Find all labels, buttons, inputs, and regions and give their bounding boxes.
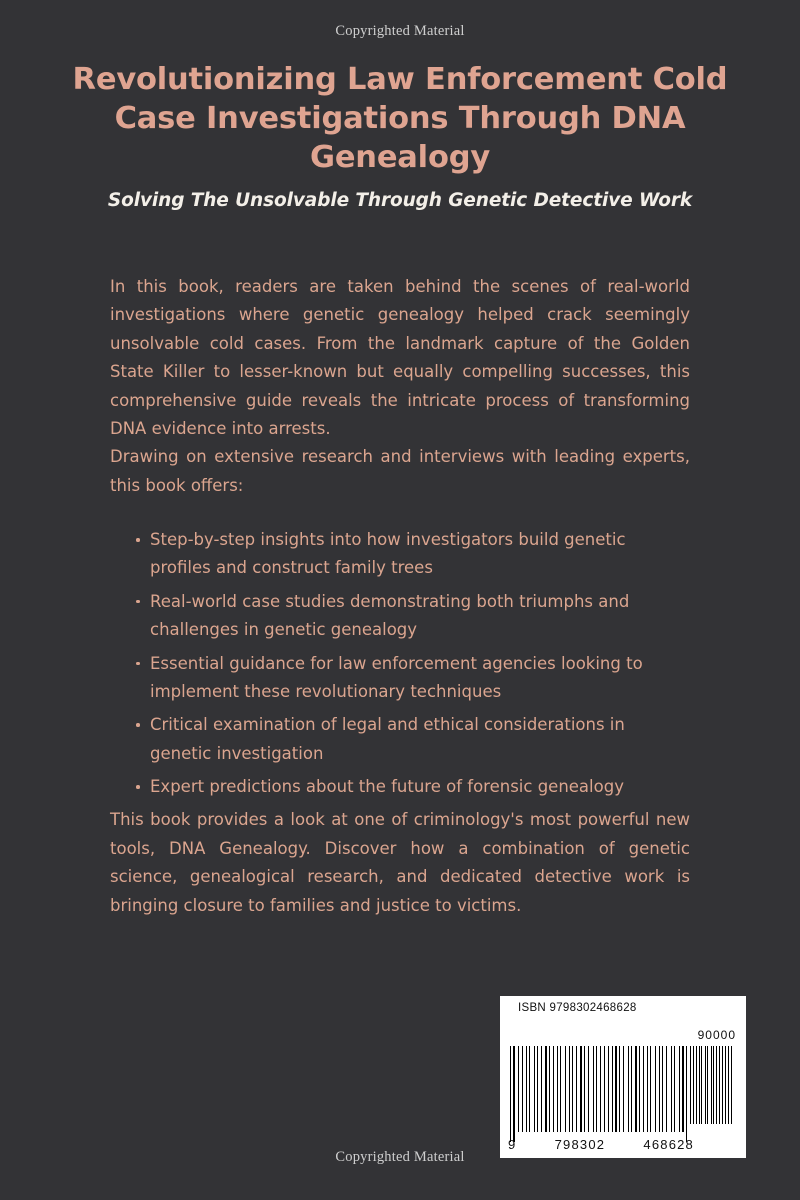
ean13-bars — [510, 1046, 690, 1132]
list-item: Expert predictions about the future of forensic genealogy — [136, 773, 690, 801]
closing-paragraph: This book provides a look at one of criminology's most powerful new tools, DNA Genealogy. Discover how a combination of genetic science, genealogical research, and dedicated detective work is bringing closure to families and justice to victims. — [110, 810, 690, 915]
copyright-watermark-bottom: Copyrighted Material — [335, 1149, 465, 1165]
description-block — [110, 211, 690, 920]
barcode-digit-group-1: 798302 — [554, 1137, 606, 1152]
list-item: Essential guidance for law enforcement agencies looking to implement these revolutionary techniques — [136, 650, 690, 707]
book-subtitle: Solving The Unsolvable Through Genetic Detective Work — [107, 190, 693, 212]
barcode-digit-left: 9 — [508, 1137, 517, 1152]
list-item: Critical examination of legal and ethical considerations in genetic investigation — [136, 711, 690, 768]
ean5-bars — [690, 1046, 734, 1124]
copyright-watermark-top: Copyrighted Material — [335, 23, 465, 39]
book-title: Revolutionizing Law Enforcement Cold Case Investigations Through DNA Genealogy — [72, 62, 728, 176]
isbn-label: ISBN 9798302468628 — [518, 1002, 637, 1014]
intro-paragraph: In this book, readers are taken behind the scenes of real-world investigations where genetic genealogy helped crack seemingly unsolvable cold cases. From the landmark capture of the Golden State Killer to lesser-known but equally compelling successes, this comprehensive guide reveals the intricate process of transforming DNA evidence into arrests. — [110, 277, 690, 438]
lead-in-paragraph: Drawing on extensive research and interviews with leading experts, this book offers: — [110, 447, 690, 495]
isbn-barcode — [500, 996, 746, 1158]
list-item: Real-world case studies demonstrating both triumphs and challenges in genetic genealogy — [136, 588, 690, 645]
barcode-digit-group-2: 468628 — [643, 1137, 694, 1152]
feature-list — [110, 526, 690, 801]
cover-content — [54, 60, 746, 920]
list-item: Step-by-step insights into how investigators build genetic profiles and construct family trees — [136, 526, 690, 583]
price-code-label: 90000 — [697, 1028, 736, 1042]
